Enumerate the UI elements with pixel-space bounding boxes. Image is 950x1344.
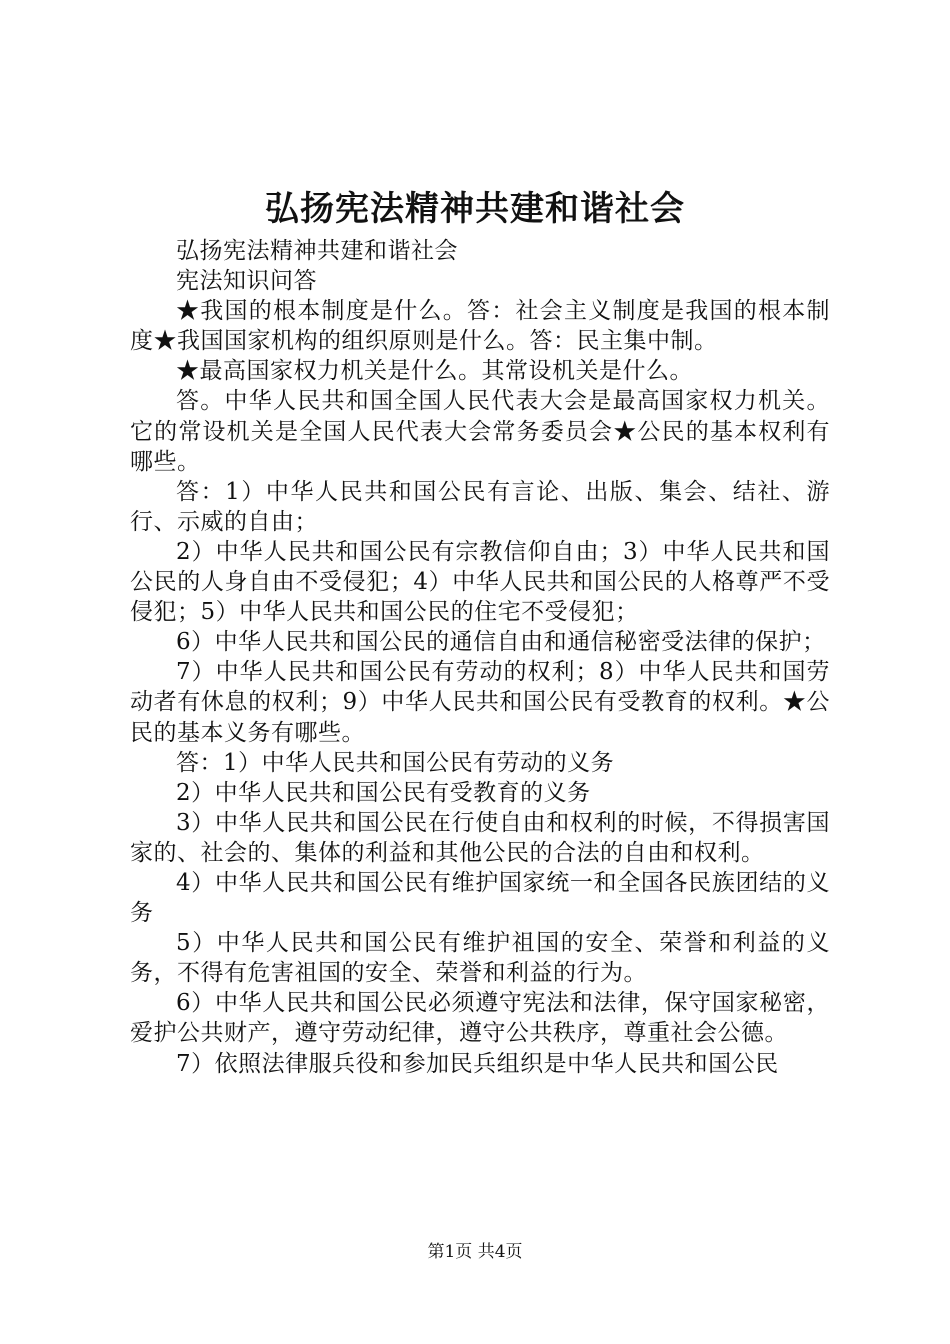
paragraph: ★最高国家权力机关是什么。其常设机关是什么。 — [176, 358, 693, 385]
paragraph: ★我国的根本制度是什么。答：社会主义制度是我国的根本制度★我国国家机构的组织原则是什么。答：民主集中制。 — [130, 298, 830, 355]
paragraph: 答：1）中华人民共和国公民有劳动的义务 — [176, 749, 615, 776]
page-title: 弘扬宪法精神共建和谐社会 — [265, 189, 685, 229]
paragraph: 6）中华人民共和国公民的通信自由和通信秘密受法律的保护； — [176, 629, 826, 656]
paragraph: 4）中华人民共和国公民有维护国家统一和全国各民族团结的义务 — [130, 869, 830, 927]
page-number-footer: 第1页 共4页 — [427, 1242, 523, 1262]
paragraph: 2）中华人民共和国公民有宗教信仰自由；3）中华人民共和国公民的人身自由不受侵犯；4）中华人民共和国公民的人格尊严不受侵犯；5）中华人民共和国公民的住宅不受侵犯； — [130, 538, 830, 626]
paragraph: 7）依照法律服兵役和参加民兵组织是中华人民共和国公民 — [176, 1050, 779, 1077]
paragraph: 7）中华人民共和国公民有劳动的权利；8）中华人民共和国劳动者有休息的权利；9）中华人民共和国公民有受教育的权利。★公民的基本义务有哪些。 — [130, 659, 830, 746]
paragraph: 2）中华人民共和国公民有受教育的义务 — [176, 779, 591, 806]
paragraph: 答：1）中华人民共和国公民有言论、出版、集会、结社、游行、示威的自由； — [130, 478, 830, 535]
paragraph: 弘扬宪法精神共建和谐社会 — [176, 238, 458, 264]
document-body — [130, 236, 830, 1079]
paragraph: 6）中华人民共和国公民必须遵守宪法和法律，保守国家秘密，爱护公共财产，遵守劳动纪律，遵守公共秩序，尊重社会公德。 — [130, 990, 830, 1047]
paragraph: 宪法知识问答 — [176, 268, 317, 295]
paragraph: 3）中华人民共和国公民在行使自由和权利的时候，不得损害国家的、社会的、集体的利益和其他公民的合法的自由和权利。 — [130, 809, 830, 866]
paragraph: 5）中华人民共和国公民有维护祖国的安全、荣誉和利益的义务，不得有危害祖国的安全、荣誉和利益的行为。 — [130, 930, 830, 987]
paragraph: 答。中华人民共和国全国人民代表大会是最高国家权力机关。它的常设机关是全国人民代表大会常务委员会★公民的基本权利有哪些。 — [130, 388, 830, 475]
